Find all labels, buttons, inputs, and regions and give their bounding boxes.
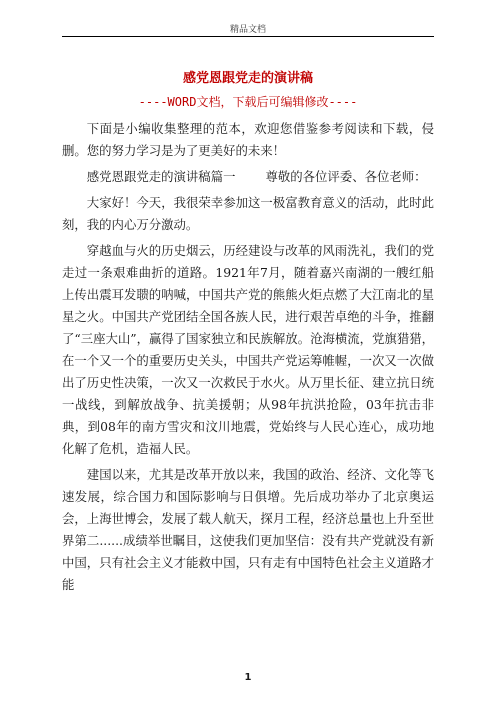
document-title: 感党恩跟党走的演讲稿	[182, 71, 313, 86]
page-header: 精品文档	[229, 25, 266, 35]
intro-paragraph: 下面是小编收集整理的范本，欢迎您借鉴参考阅读和下载，侵删。您的努力学习是为了更美好的未来！	[62, 121, 434, 158]
body-paragraph-2: 穿越血与火的历史烟云，历经建设与改革的风雨洗礼，我们的党走过一条艰难曲折的道路。1921年7月，随着嘉兴南湖的一艘红船上传出震耳发聩的呐喊，中国共产党的熊熊火炬点燃了大江南北的星星之火。中国共产党团结全国各族人民，进行艰苦卓绝的斗争，推翻了“三座大山”，赢得了国家独立和民族解放。沧海横流，党旗猎猎，在一个又一个的重要历史关头，中国共产党运筹帷幄，一次又一次做出了历史性决策，一次又一次救民于水火。从万里长征、建立抗日统一战线，到解放战争、抗美援朝；从98年抗洪抢险，03年抗击非典，到08年的南方雪灾和汶川地震，党始终与人民心连心，成功地化解了危机，造福人民。	[62, 243, 434, 456]
body-paragraph-1: 大家好！今天，我很荣幸参加这一极富教育意义的活动，此时此刻，我的内心万分激动。	[62, 195, 434, 232]
speech-heading-line	[62, 166, 434, 188]
speech-heading: 感党恩跟党走的演讲稿篇一	[86, 169, 236, 184]
body-paragraph-3: 建国以来，尤其是改革开放以来，我国的政治、经济、文化等飞速发展，综合国力和国际影响与日俱增。先后成功举办了北京奥运会，上海世博会，发展了载人航天，探月工程，经济总量也上升至世界第二......成绩举世瞩目，这使我们更加坚信：没有共产党就没有新中国，只有社会主义才能救中国，只有走有中国特色社会主义道路才能	[62, 467, 434, 592]
page-number: 1	[244, 672, 252, 683]
document-body	[62, 118, 434, 596]
header-divider	[62, 36, 434, 37]
document-subtitle: ----WORD文档，下载后可编辑修改----	[138, 95, 358, 109]
greeting: 尊敬的各位评委、各位老师：	[265, 169, 427, 184]
